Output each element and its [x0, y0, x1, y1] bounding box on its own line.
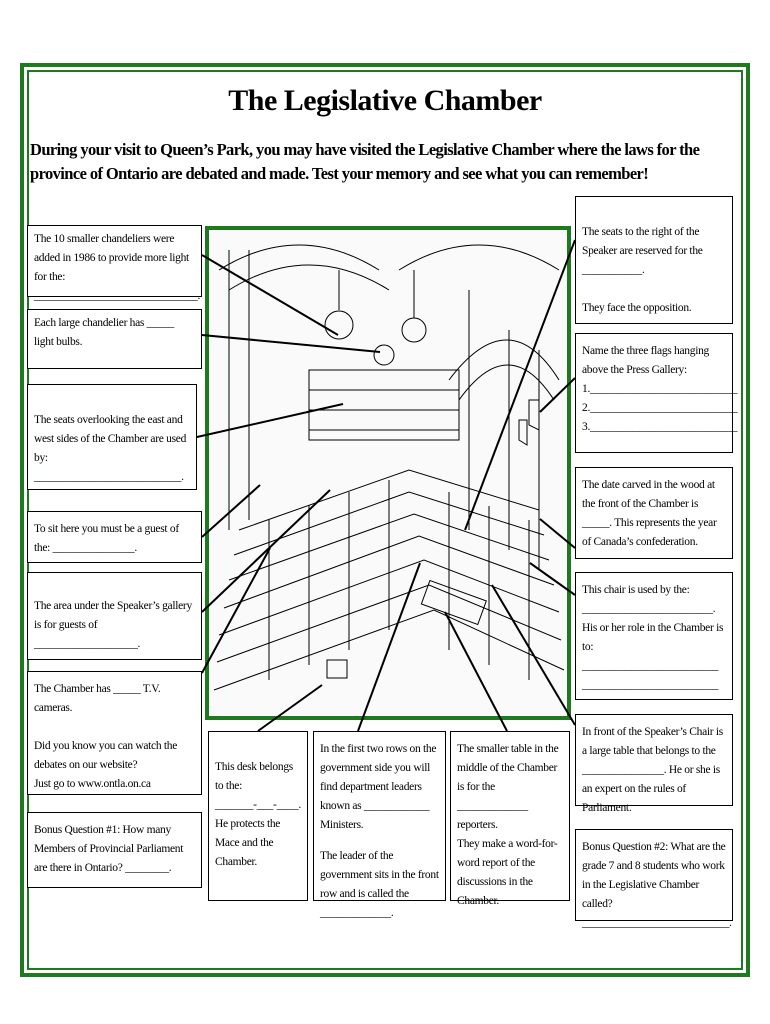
- website-note-text: Did you know you can watch the debates on our website? Just go to www.ontla.on.ca: [34, 740, 178, 790]
- tv-cameras-question-text: The Chamber has _____ T.V. cameras.: [34, 683, 163, 714]
- government-seats-note-text: They face the opposition.: [582, 302, 692, 314]
- chandeliers-question-text: The 10 smaller chandeliers were added in 1986 to provide more light for the: ______________________________.: [34, 233, 201, 302]
- gallery-seats-question-box: [27, 384, 197, 490]
- flags-question-box: [575, 333, 738, 453]
- bonus-question-1-text: Bonus Question #1: How many Members of Provincial Parliament are there in Ontario? ________.: [34, 824, 186, 874]
- chamber-line-art: [209, 230, 567, 716]
- bonus-question-2-text: Bonus Question #2: What are the grade 7 and 8 students who work in the Legislative Chamber called? ___________________________.: [582, 841, 732, 929]
- confederation-date-question-box: [575, 467, 733, 559]
- sergeant-desk-question-box: [208, 731, 308, 901]
- chamber-photo: [205, 226, 571, 720]
- guest-question-box: [27, 511, 202, 563]
- clerk-table-question-text: In front of the Speaker’s Chair is a large table that belongs to the _______________. He or she is an expert on the rules of Parliament.: [582, 726, 726, 814]
- cabinet-ministers-question-box: [313, 731, 446, 919]
- sergeant-desk-question-text: This desk belongs to the: _______-___-____. He protects the Mace and the Chamber.: [215, 761, 301, 868]
- guest-question-text: To sit here you must be a guest of the: _______________.: [34, 523, 182, 554]
- intro-text: During your visit to Queen’s Park, you may have visited the Legislative Chamber where the laws for the province of Ontario are debated and made. Test your memory and see what you can remember!: [30, 140, 700, 183]
- cabinet-ministers-question-text: In the first two rows on the government side you will find department leaders known as ____________ Ministers.: [320, 743, 439, 831]
- chandeliers-question-box: [27, 225, 202, 302]
- speakers-chair-question-box: [575, 572, 733, 700]
- light-bulbs-question-box: [27, 309, 202, 369]
- hansard-table-question-box: [450, 731, 570, 907]
- speakers-gallery-question-box: [27, 572, 202, 660]
- page-title: The Legislative Chamber: [228, 84, 542, 117]
- government-seats-question-box: [575, 196, 733, 324]
- speakers-gallery-question-text: The area under the Speaker’s gallery is for guests of ___________________.: [34, 600, 195, 650]
- tv-cameras-question-box: [27, 671, 202, 795]
- hansard-table-question-text: The smaller table in the middle of the Chamber is for the _____________ reporters. They make a word-for-word report of the discussions in the Chamber.: [457, 743, 559, 907]
- government-seats-question-text: The seats to the right of the Speaker are reserved for the ___________.: [582, 226, 706, 276]
- light-bulbs-question-text: Each large chandelier has _____ light bulbs.: [34, 317, 177, 348]
- bonus-question-1-box: [27, 812, 202, 888]
- clerk-table-question-box: [575, 714, 733, 814]
- confederation-date-question-text: The date carved in the wood at the front of the Chamber is _____. This represents the year of Canada’s confederation.: [582, 479, 720, 548]
- speakers-chair-question-text: This chair is used by the: ________________________. His or her role in the Chamber is to: _________________________ _________________________: [582, 584, 724, 691]
- gallery-seats-question-text: The seats overlooking the east and west sides of the Chamber are used by: ___________________________.: [34, 414, 189, 483]
- flags-question-text: Name the three flags hanging above the Press Gallery: 1.___________________________ 2.___________________________ 3.___________________________: [582, 345, 738, 433]
- premier-question-text: The leader of the government sits in the front row and is called the _____________.: [320, 850, 442, 919]
- bonus-question-2-box: [575, 829, 733, 929]
